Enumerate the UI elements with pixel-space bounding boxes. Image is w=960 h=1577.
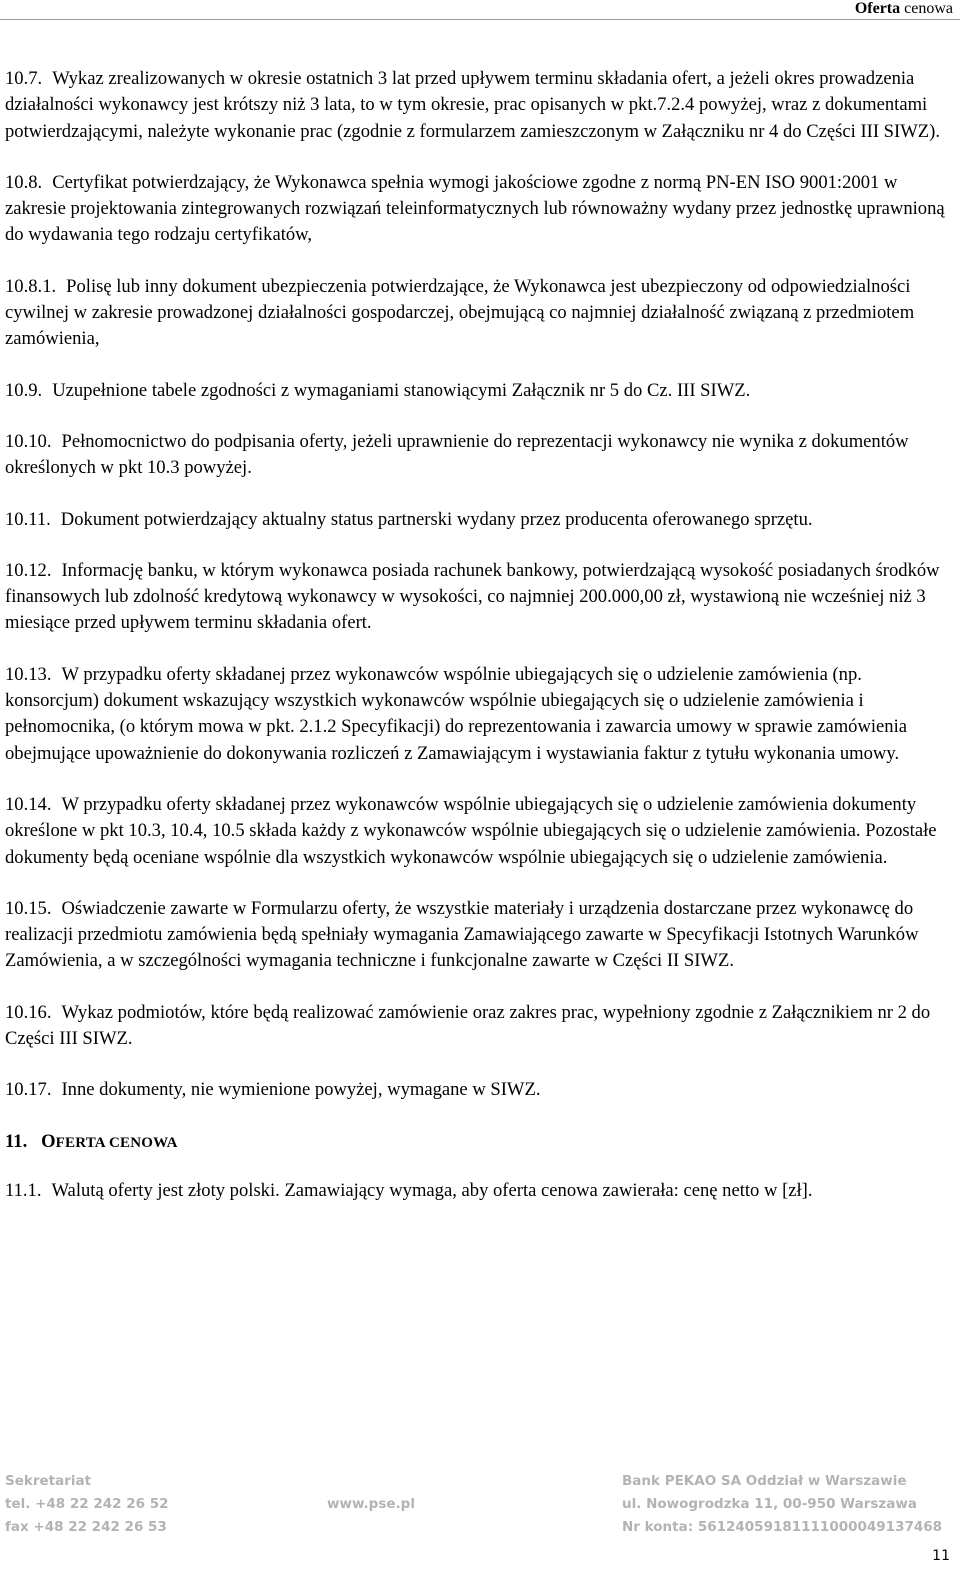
- footer-bank: Bank PEKAO SA Oddział w Warszawie: [622, 1473, 907, 1489]
- list-item: [5, 1000, 950, 1053]
- item-text: Informację banku, w którym wykonawca posiada rachunek bankowy, potwierdzającą wysokość posiadanych środków finansowych lub zdolność kredytową wykonawcy w wysokości, co najmniej 200.000,00 zł, wystawioną nie wcześniej niż 3 miesiące przed upływem terminu składania ofert.: [5, 559, 940, 634]
- footer-address: ul. Nowogrodzka 11, 00-950 Warszawa: [622, 1496, 917, 1512]
- footer-website-link[interactable]: www.pse.pl: [327, 1496, 415, 1512]
- list-item: [5, 1178, 950, 1204]
- section-number: 11.: [5, 1130, 28, 1152]
- list-item: [5, 274, 950, 353]
- section-title-rest: FERTA CENOWA: [55, 1134, 178, 1151]
- item-number: 10.15.: [5, 897, 52, 919]
- section-heading: [5, 1129, 950, 1156]
- item-number: 10.11.: [5, 508, 51, 530]
- item-number: 10.13.: [5, 663, 52, 685]
- list-item: [5, 558, 950, 637]
- item-number: 10.12.: [5, 559, 52, 581]
- item-text: Wykaz zrealizowanych w okresie ostatnich 3 lat przed upływem terminu składania ofert, a jeżeli okres prowadzenia działalności wykonawcy jest krótszy niż 3 lata, to w tym okresie, prac opisanych w pkt.7.2.4 powyżej, wraz z dokumentami potwierdzającymi, należyte wykonanie prac (zgodnie z formularzem zamieszczonym w Załączniku nr 4 do Części III SIWZ).: [5, 68, 940, 142]
- item-number: 10.16.: [5, 1001, 52, 1023]
- footer-tel: tel. +48 22 242 26 52: [5, 1496, 169, 1512]
- page-footer: [0, 1468, 960, 1577]
- item-text: Wykaz podmiotów, które będą realizować zamówienie oraz zakres prac, wypełniony zgodnie z Załącznikiem nr 2 do Części III SIWZ.: [5, 1001, 931, 1050]
- page-header: [0, 0, 960, 20]
- item-number: 11.1.: [5, 1179, 42, 1201]
- list-item: [5, 1077, 950, 1103]
- footer-fax: fax +48 22 242 26 53: [5, 1519, 167, 1535]
- item-text: Polisę lub inny dokument ubezpieczenia potwierdzające, że Wykonawca jest ubezpieczony od odpowiedzialności cywilnej w zakresie prowadzonej działalności gospodarczej, obejmującą co najmniej działalność związaną z przedmiotem zamówienia,: [5, 275, 915, 350]
- header-title-bold: Oferta: [854, 0, 901, 17]
- list-item: [5, 378, 950, 404]
- page-number: 11: [932, 1548, 950, 1564]
- list-item: [5, 170, 950, 249]
- list-item: [5, 429, 950, 482]
- list-item: [5, 662, 950, 767]
- item-text: W przypadku oferty składanej przez wykonawców wspólnie ubiegających się o udzielenie zamówienia dokumenty określone w pkt 10.3, 10.4, 10.5 składa każdy z wykonawców wspólnie ubiegających się o udzielenie zamówienia. Pozostałe dokumenty będą oceniane wspólnie dla wszystkich wykonawców wspólnie ubiegających się o udzielenie zamówienia.: [5, 793, 937, 868]
- list-item: [5, 66, 950, 145]
- item-text: Certyfikat potwierdzający, że Wykonawca spełnia wymogi jakościowe zgodne z normą PN-EN ISO 9001:2001 w zakresie projektowania zintegrowanych rozwiązań teleinformatycznych lub równoważny wydany przez jednostkę uprawnioną do wydawania tego rodzaju certyfikatów,: [5, 171, 945, 246]
- list-item: [5, 507, 950, 533]
- item-number: 10.9.: [5, 379, 43, 401]
- item-text: Pełnomocnictwo do podpisania oferty, jeżeli uprawnienie do reprezentacji wykonawcy nie wynika z dokumentów określonych w pkt 10.3 powyżej.: [5, 430, 909, 479]
- footer-office-label: Sekretariat: [5, 1473, 92, 1489]
- header-title-rest: cenowa: [900, 0, 953, 17]
- item-text: Walutą oferty jest złoty polski. Zamawiający wymaga, aby oferta cenowa zawierała: cenę netto w [zł].: [51, 1179, 813, 1201]
- item-text: W przypadku oferty składanej przez wykonawców wspólnie ubiegających się o udzielenie zamówienia (np. konsorcjum) dokument wskazujący wszystkich wykonawców wspólnie ubiegających się o udzielenie zamówienia i pełnomocnika, (o którym mowa w pkt. 2.1.2 Specyfikacji) do reprezentowania i zawarcia umowy w sprawie zamówienia obejmujące upoważnienie do dokonywania rozliczeń z Zamawiającym i wystawiania faktur z tytułu wykonania umowy.: [5, 663, 908, 764]
- document-body: [5, 66, 950, 1229]
- list-item: [5, 792, 950, 871]
- item-number: 10.8.: [5, 171, 43, 193]
- item-number: 10.7.: [5, 68, 43, 89]
- item-text: Uzupełnione tabele zgodności z wymaganiami stanowiącymi Załącznik nr 5 do Cz. III SIWZ.: [52, 379, 751, 401]
- list-item: [5, 896, 950, 975]
- header-title: [855, 0, 953, 19]
- item-text: Inne dokumenty, nie wymienione powyżej, wymagane w SIWZ.: [61, 1079, 541, 1101]
- item-number: 10.14.: [5, 793, 52, 815]
- item-number: 10.17.: [5, 1079, 52, 1101]
- footer-account: Nr konta: 56124059181111000049137468: [622, 1519, 943, 1535]
- item-text: Dokument potwierdzający aktualny status partnerski wydany przez producenta oferowanego sprzętu.: [60, 508, 813, 530]
- item-number: 10.8.1.: [5, 275, 57, 297]
- section-title-initial: O: [41, 1130, 56, 1152]
- item-number: 10.10.: [5, 430, 52, 452]
- item-text: Oświadczenie zawarte w Formularzu oferty, że wszystkie materiały i urządzenia dostarczane przez wykonawcę do realizacji przedmiotu zamówienia będą spełniały wymagania Zamawiającego zawarte w Specyfikacji Istotnych Warunków Zamówienia, a w szczególności wymagania techniczne i funkcjonalne zawarte w Części II SIWZ.: [5, 897, 919, 972]
